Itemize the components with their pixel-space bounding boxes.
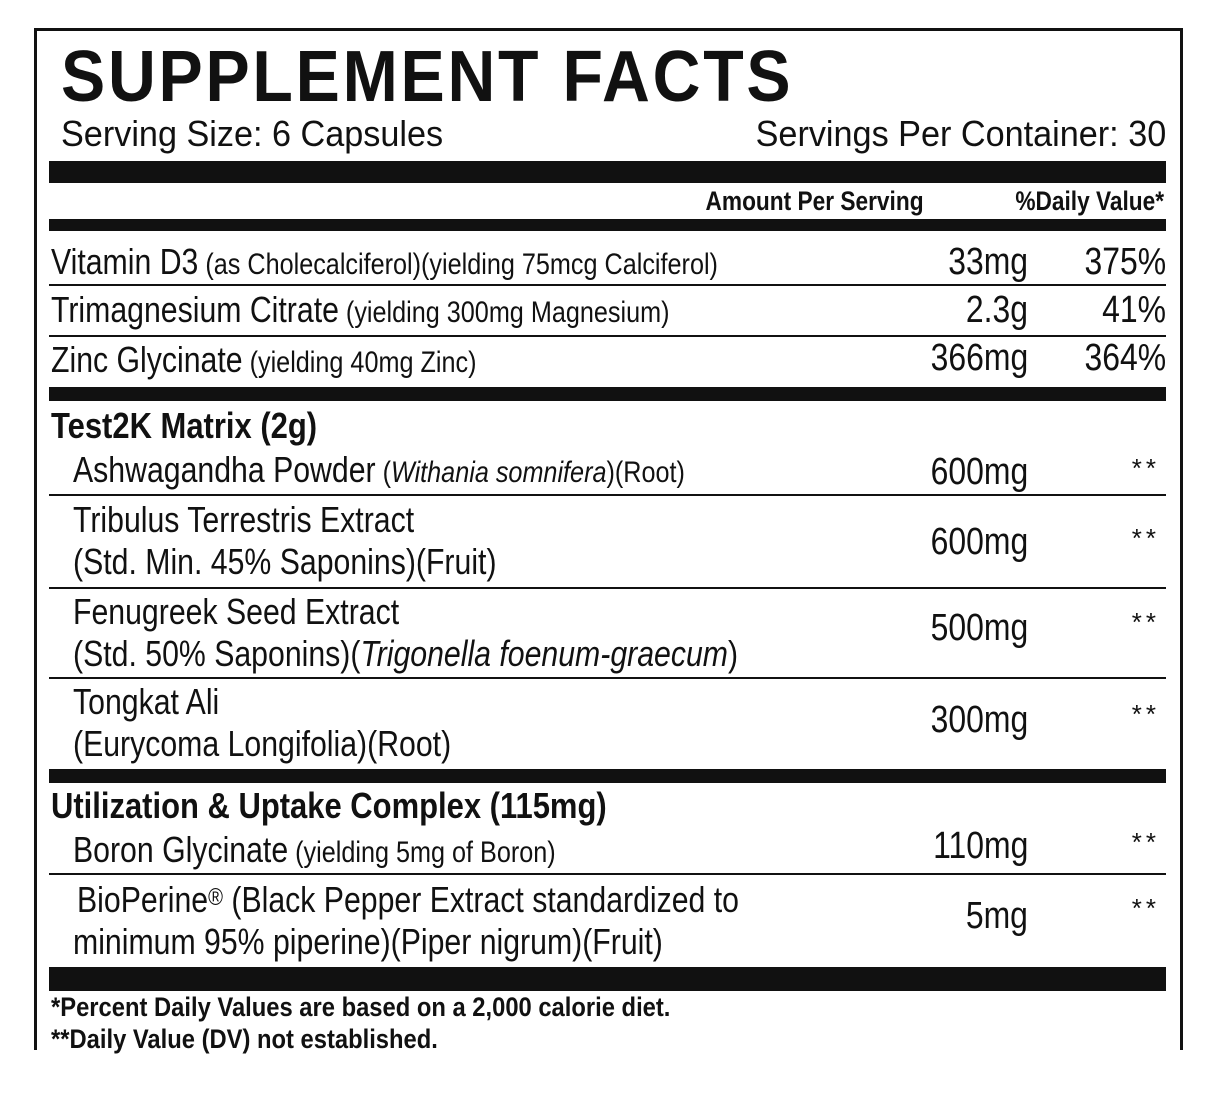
trimagnesium-citrate-name: Trimagnesium Citrate (yielding 300mg Magnesium) <box>51 289 670 330</box>
vitamin-d3-amount: 33mg <box>948 241 1028 283</box>
header-divider <box>49 219 1166 231</box>
row-divider <box>49 873 1166 875</box>
tribulus-dv: ** <box>1131 523 1160 553</box>
fenugreek-amount: 500mg <box>930 607 1028 649</box>
tongkat-ali-amount: 300mg <box>930 699 1028 741</box>
vitamin-d3-dv: 375% <box>1084 241 1166 283</box>
fenugreek-detail: (Std. 50% Saponins)(Trigonella foenum-graecum) <box>73 633 739 674</box>
section-divider <box>49 387 1166 401</box>
section-divider <box>49 769 1166 783</box>
fenugreek-dv: ** <box>1131 607 1160 637</box>
row-divider <box>49 284 1166 286</box>
matrix-title: Test2K Matrix (2g) <box>51 405 318 446</box>
boron-glycinate-dv: ** <box>1131 827 1160 857</box>
bioperine-amount: 5mg <box>965 895 1028 937</box>
serving-size: Serving Size: 6 Capsules <box>61 113 444 154</box>
zinc-glycinate-amount: 366mg <box>930 337 1028 379</box>
fenugreek-name: Fenugreek Seed Extract <box>73 591 400 632</box>
row-divider <box>49 677 1166 679</box>
servings-per-container: Servings Per Container: 30 <box>755 113 1166 154</box>
trimagnesium-citrate-dv: 41% <box>1102 289 1166 331</box>
vitamin-d3-name: Vitamin D3 (as Cholecalciferol)(yielding 75mcg Calciferol) <box>51 241 718 282</box>
amount-per-serving-header: Amount Per Serving <box>705 186 924 216</box>
zinc-glycinate-dv: 364% <box>1084 337 1166 379</box>
boron-glycinate-name: Boron Glycinate (yielding 5mg of Boron) <box>73 829 556 870</box>
supplement-facts-label <box>34 28 1183 1054</box>
boron-glycinate-amount: 110mg <box>932 825 1028 867</box>
tribulus-name: Tribulus Terrestris Extract <box>73 499 415 540</box>
ashwagandha-dv: ** <box>1131 453 1160 483</box>
row-divider <box>49 494 1166 496</box>
footnote-daily-values: *Percent Daily Values are based on a 2,000 calorie diet. <box>51 992 671 1022</box>
bioperine-dv: ** <box>1131 893 1160 923</box>
ashwagandha-name: Ashwagandha Powder (Withania somnifera)(Root) <box>73 449 685 490</box>
tribulus-detail: (Std. Min. 45% Saponins)(Fruit) <box>73 541 497 582</box>
thick-divider <box>49 967 1166 991</box>
trimagnesium-citrate-amount: 2.3g <box>965 289 1028 331</box>
tongkat-ali-dv: ** <box>1131 699 1160 729</box>
tribulus-amount: 600mg <box>930 521 1028 563</box>
thick-divider <box>49 161 1166 183</box>
daily-value-header: %Daily Value* <box>1015 186 1164 216</box>
bioperine-name: BioPerine® (Black Pepper Extract standardized to <box>77 879 739 920</box>
label-title: SUPPLEMENT FACTS <box>61 37 794 117</box>
complex-title: Utilization & Uptake Complex (115mg) <box>51 785 607 826</box>
tongkat-ali-detail: (Eurycoma Longifolia)(Root) <box>73 723 452 764</box>
registered-mark: ® <box>208 884 223 911</box>
bioperine-detail: minimum 95% piperine)(Piper nigrum)(Fruit) <box>73 921 663 962</box>
zinc-glycinate-name: Zinc Glycinate (yielding 40mg Zinc) <box>51 339 477 380</box>
row-divider <box>49 587 1166 589</box>
ashwagandha-amount: 600mg <box>930 451 1028 493</box>
footnote-dv-not-established: **Daily Value (DV) not established. <box>51 1024 438 1054</box>
tongkat-ali-name: Tongkat Ali <box>73 681 220 722</box>
